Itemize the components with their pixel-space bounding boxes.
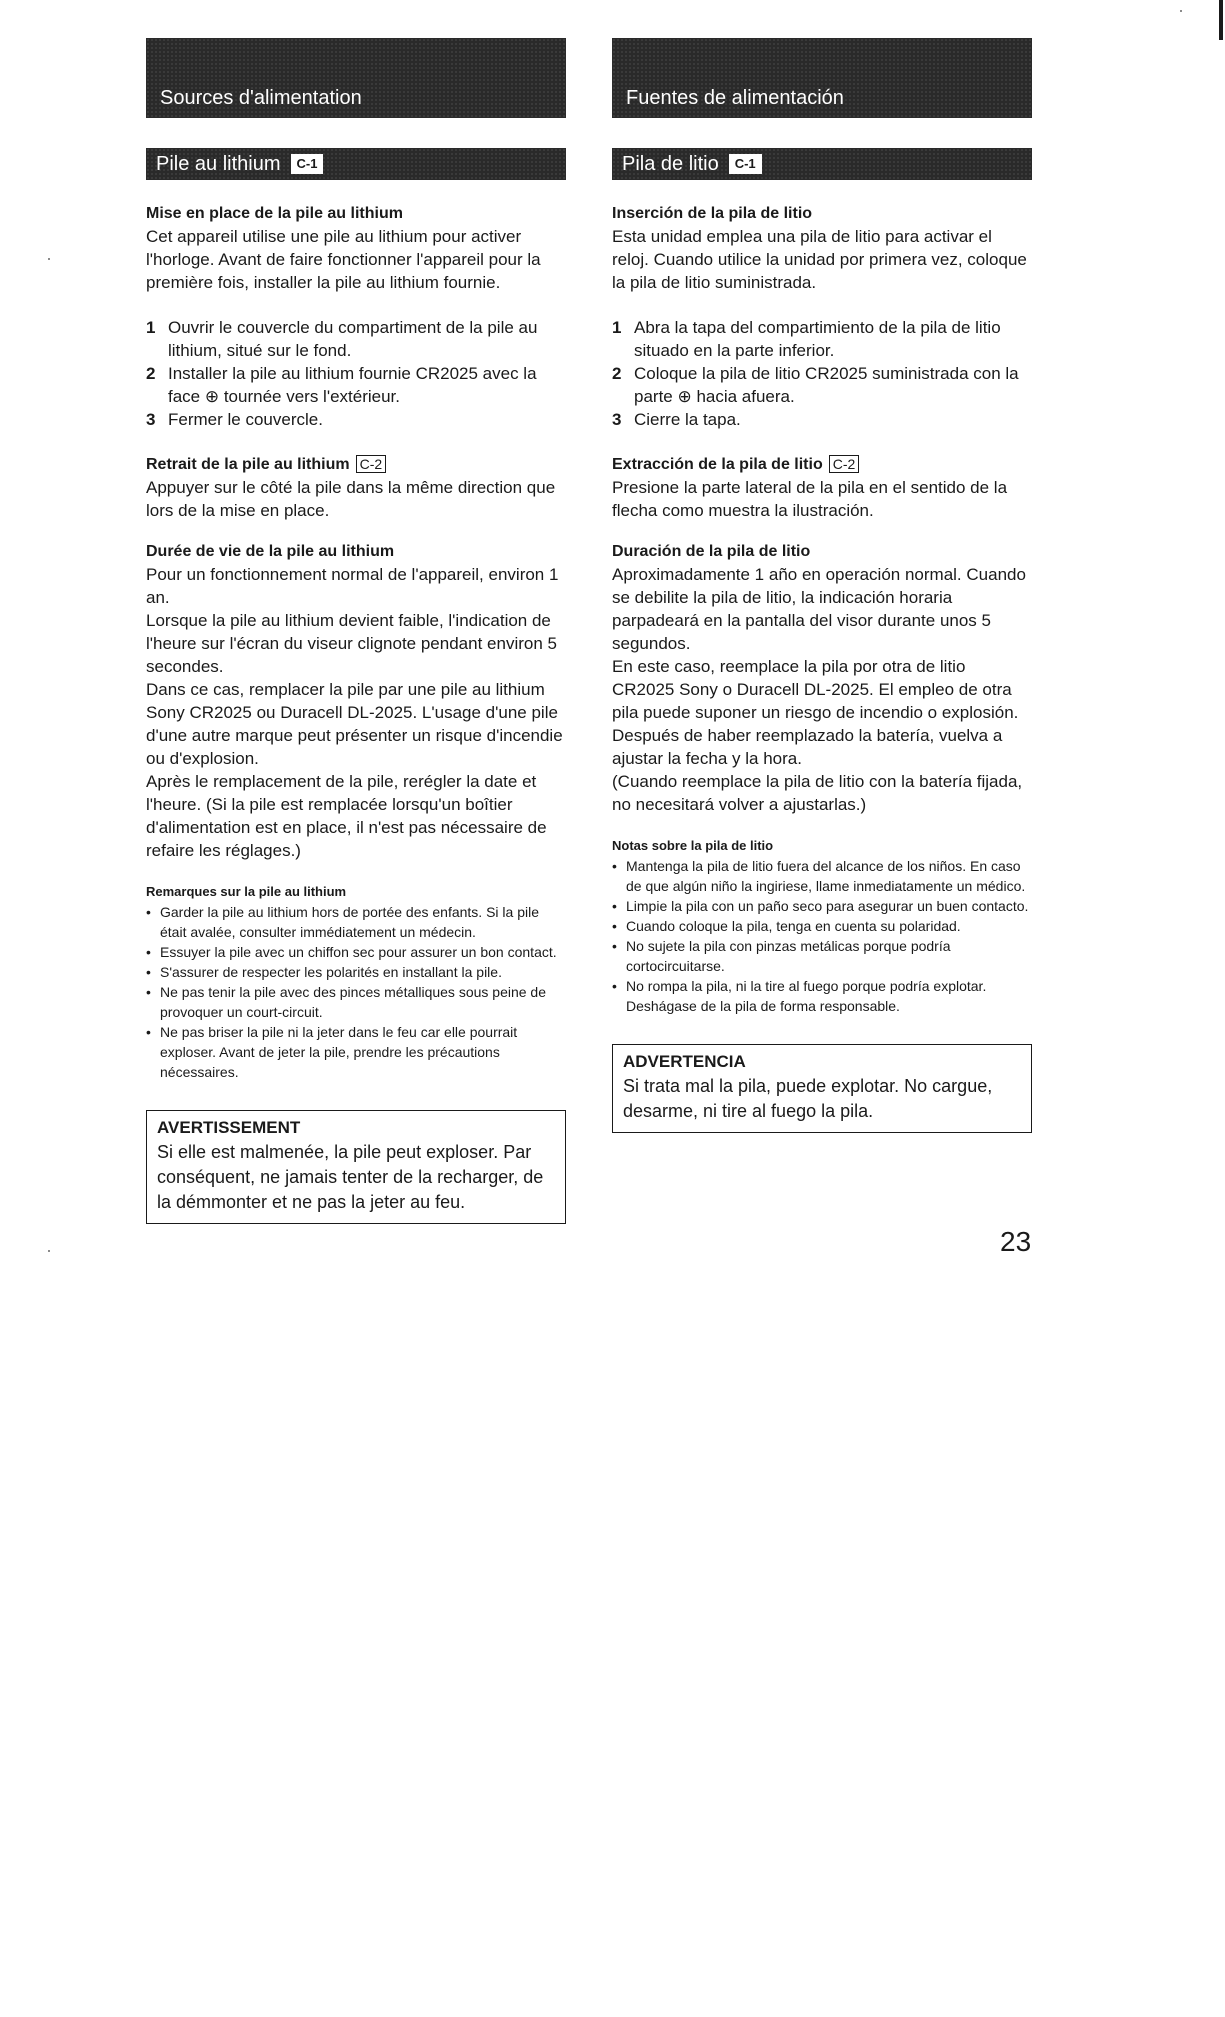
figure-ref-tag: C-2	[356, 455, 387, 473]
note-item	[146, 942, 566, 962]
step-item	[146, 408, 566, 431]
step-text: Ouvrir le couvercle du compartiment de la pile au lithium, situé sur le fond.	[168, 318, 538, 360]
subsection-title: Pila de litio	[622, 152, 719, 175]
life-paragraph: (Cuando reemplace la pila de litio con la batería fijada, no necesitará volver a ajustarlas.)	[612, 772, 1023, 814]
notes-section	[146, 882, 566, 1082]
removal-section	[146, 453, 566, 522]
step-text: Coloque la pila de litio CR2025 suministrada con la parte ⊕ hacia afuera.	[634, 364, 1019, 406]
spanish-column	[612, 38, 1032, 1133]
step-item	[146, 362, 566, 408]
warning-title: ADVERTENCIA	[623, 1052, 746, 1071]
insert-section	[146, 202, 566, 294]
notes-section	[612, 836, 1032, 1016]
bullet-icon: •	[612, 858, 617, 874]
life-paragraph: Aproximadamente 1 año en operación normal. Cuando se debilite la pila de litio, la indicación horaria parpadeará en la pantalla del visor durante unos 5 segundos.	[612, 565, 1026, 653]
life-paragraph: Después de haber reemplazado la batería, vuelva a ajustar la fecha y la hora.	[612, 726, 1003, 768]
note-text: Mantenga la pila de litio fuera del alcance de los niños. En caso de que algún niño la ingiriese, llame inmediatamente un médico.	[626, 858, 1026, 894]
life-heading: Durée de vie de la pile au lithium	[146, 543, 395, 560]
note-text: Ne pas tenir la pile avec des pinces métalliques sous peine de provoquer un court-circuit.	[160, 984, 547, 1020]
removal-heading-text: Extracción de la pila de litio	[612, 456, 823, 473]
life-paragraph: Pour un fonctionnement normal de l'appareil, environ 1 an.	[146, 565, 559, 607]
step-number: 2	[146, 364, 156, 383]
notes-heading: Notas sobre la pila de litio	[612, 838, 774, 853]
warning-box	[146, 1110, 566, 1224]
subsection-title: Pile au lithium	[156, 152, 281, 175]
step-number: 1	[146, 318, 156, 337]
warning-text: Si elle est malmenée, la pile peut exploser. Par conséquent, ne jamais tenter de la recharger, de la démmonter et ne pas la jeter au feu.	[157, 1142, 544, 1212]
step-text: Installer la pile au lithium fournie CR2025 avec la face ⊕ tournée vers l'extérieur.	[168, 364, 537, 406]
note-item	[612, 916, 1032, 936]
removal-heading	[146, 453, 566, 476]
step-text: Fermer le couvercle.	[168, 410, 323, 429]
scan-speck	[1180, 10, 1182, 12]
life-section	[146, 540, 566, 862]
bullet-icon: •	[146, 964, 151, 980]
steps-list	[146, 316, 566, 431]
note-text: No rompa la pila, ni la tire al fuego porque podría explotar. Deshágase de la pila de forma responsable.	[626, 978, 987, 1014]
note-item	[146, 1022, 566, 1082]
life-paragraph: Lorsque la pile au lithium devient faible, l'indication de l'heure sur l'écran du viseur clignote pendant environ 5 secondes.	[146, 611, 557, 676]
figure-ref-tag: C-2	[829, 455, 860, 473]
insert-text: Cet appareil utilise une pile au lithium pour activer l'horloge. Avant de faire fonctionner l'appareil pour la première fois, installer la pile au lithium fournie.	[146, 227, 541, 292]
removal-text: Appuyer sur le côté la pile dans la même direction que lors de la mise en place.	[146, 478, 556, 520]
removal-heading	[612, 453, 1032, 476]
insert-heading: Mise en place de la pile au lithium	[146, 205, 403, 222]
section-banner	[146, 38, 566, 118]
step-item	[612, 362, 1032, 408]
subsection-banner	[612, 148, 1032, 180]
step-item	[612, 316, 1032, 362]
section-banner	[612, 38, 1032, 118]
note-text: No sujete la pila con pinzas metálicas porque podría cortocircuitarse.	[626, 938, 951, 974]
life-section	[612, 540, 1032, 816]
note-item	[612, 936, 1032, 976]
step-number: 1	[612, 318, 622, 337]
life-paragraph: En este caso, reemplace la pila por otra de litio CR2025 Sony o Duracell DL-2025. El empleo de otra pila puede suponer un riesgo de incendio o explosión.	[612, 657, 1019, 722]
note-item	[612, 976, 1032, 1016]
bullet-icon: •	[612, 898, 617, 914]
french-column	[146, 38, 566, 1224]
note-text: Garder la pile au lithium hors de portée des enfants. Si la pile était avalée, consulter immédiatement un médecin.	[160, 904, 539, 940]
page-edge-mark	[1219, 0, 1223, 40]
section-title: Fuentes de alimentación	[626, 87, 844, 109]
insert-text: Esta unidad emplea una pila de litio para activar el reloj. Cuando utilice la unidad por primera vez, coloque la pila de litio suministrada.	[612, 227, 1027, 292]
steps-list	[612, 316, 1032, 431]
section-title: Sources d'alimentation	[160, 87, 362, 109]
notes-list	[612, 856, 1032, 1016]
step-item	[612, 408, 1032, 431]
bullet-icon: •	[146, 944, 151, 960]
note-text: Essuyer la pile avec un chiffon sec pour assurer un bon contact.	[160, 944, 557, 960]
warning-text: Si trata mal la pila, puede explotar. No cargue, desarme, ni tire al fuego la pila.	[623, 1076, 993, 1121]
note-text: Limpie la pila con un paño seco para asegurar un buen contacto.	[626, 898, 1029, 914]
note-item	[146, 902, 566, 942]
step-number: 3	[146, 410, 156, 429]
removal-section	[612, 453, 1032, 522]
note-item	[612, 896, 1032, 916]
life-paragraph: Après le remplacement de la pile, rerégler la date et l'heure. (Si la pile est remplacée lorsqu'un boîtier d'alimentation est en place, il n'est pas nécessaire de refaire les réglages.)	[146, 772, 547, 860]
subsection-banner	[146, 148, 566, 180]
warning-box	[612, 1044, 1032, 1133]
note-item	[146, 982, 566, 1022]
note-text: Ne pas briser la pile ni la jeter dans le feu car elle pourrait exploser. Avant de jeter la pile, prendre les précautions nécessaires.	[160, 1024, 518, 1080]
removal-text: Presione la parte lateral de la pila en el sentido de la flecha como muestra la ilustración.	[612, 478, 1008, 520]
step-number: 3	[612, 410, 622, 429]
bullet-icon: •	[146, 1024, 151, 1040]
note-text: Cuando coloque la pila, tenga en cuenta su polaridad.	[626, 918, 961, 934]
bullet-icon: •	[612, 938, 617, 954]
bullet-icon: •	[612, 978, 617, 994]
warning-title: AVERTISSEMENT	[157, 1118, 301, 1137]
step-item	[146, 316, 566, 362]
note-item	[146, 962, 566, 982]
figure-ref-tag: C-1	[729, 154, 762, 174]
bullet-icon: •	[146, 904, 151, 920]
insert-heading: Inserción de la pila de litio	[612, 205, 813, 222]
scan-speck	[48, 1250, 50, 1252]
step-text: Cierre la tapa.	[634, 410, 741, 429]
bullet-icon: •	[146, 984, 151, 1000]
page-number: 23	[1000, 1226, 1032, 1257]
step-text: Abra la tapa del compartimiento de la pila de litio situado en la parte inferior.	[634, 318, 1001, 360]
removal-heading-text: Retrait de la pile au lithium	[146, 456, 350, 473]
figure-ref-tag: C-1	[291, 154, 324, 174]
note-text: S'assurer de respecter les polarités en installant la pile.	[160, 964, 502, 980]
scan-speck	[48, 258, 50, 260]
insert-section	[612, 202, 1032, 294]
bullet-icon: •	[612, 918, 617, 934]
note-item	[612, 856, 1032, 896]
life-heading: Duración de la pila de litio	[612, 543, 811, 560]
step-number: 2	[612, 364, 622, 383]
life-paragraph: Dans ce cas, remplacer la pile par une pile au lithium Sony CR2025 ou Duracell DL-2025. L'usage d'une pile d'une autre marque peut présenter un risque d'incendie ou d'explosion.	[146, 680, 563, 768]
notes-list	[146, 902, 566, 1082]
notes-heading: Remarques sur la pile au lithium	[146, 884, 347, 899]
